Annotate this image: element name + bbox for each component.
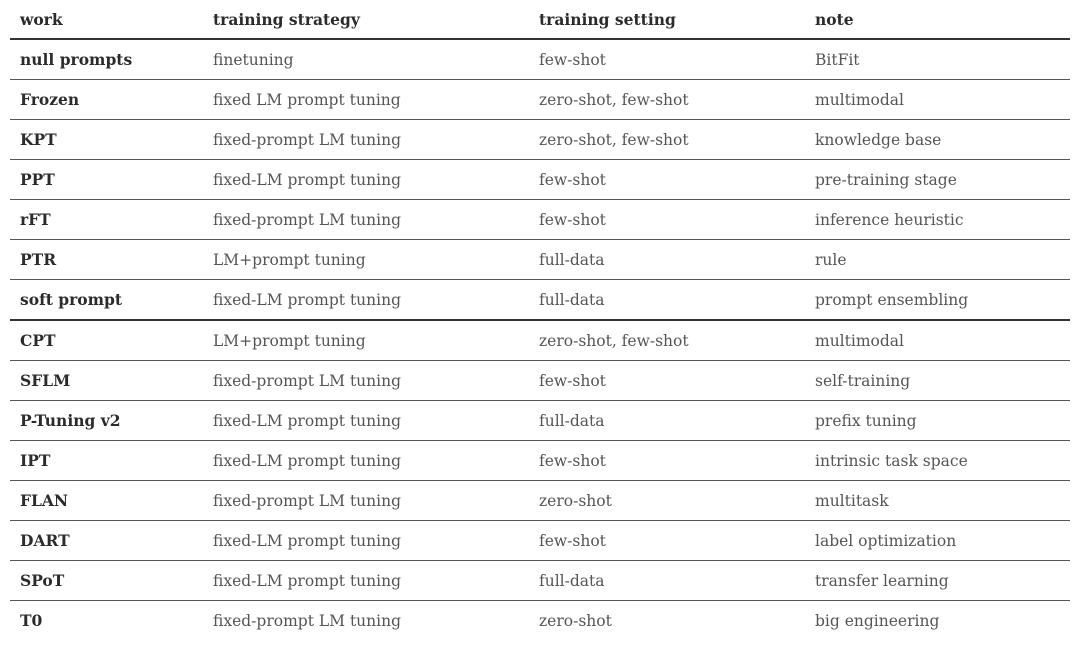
cell-setting: full-data (529, 240, 805, 280)
table-row (10, 120, 1070, 160)
cell-work: soft prompt (10, 280, 203, 321)
cell-note: pre-training stage (805, 160, 1070, 200)
cell-strategy: fixed-LM prompt tuning (203, 441, 529, 481)
cell-work: PPT (10, 160, 203, 200)
header-note: note (805, 0, 1070, 39)
cell-setting: few-shot (529, 160, 805, 200)
header-training-setting: training setting (529, 0, 805, 39)
cell-strategy: fixed-LM prompt tuning (203, 561, 529, 601)
cell-work: DART (10, 521, 203, 561)
cell-strategy: fixed-prompt LM tuning (203, 120, 529, 160)
cell-setting: few-shot (529, 39, 805, 80)
table-row (10, 481, 1070, 521)
cell-setting: zero-shot, few-shot (529, 120, 805, 160)
table-row (10, 320, 1070, 361)
cell-strategy: LM+prompt tuning (203, 240, 529, 280)
cell-work: IPT (10, 441, 203, 481)
cell-strategy: fixed-LM prompt tuning (203, 401, 529, 441)
cell-work: rFT (10, 200, 203, 240)
prompt-methods-table (10, 0, 1070, 640)
cell-work: SPoT (10, 561, 203, 601)
cell-setting: zero-shot, few-shot (529, 320, 805, 361)
cell-note: multimodal (805, 320, 1070, 361)
cell-strategy: fixed-prompt LM tuning (203, 481, 529, 521)
cell-setting: full-data (529, 561, 805, 601)
cell-setting: few-shot (529, 361, 805, 401)
cell-note: knowledge base (805, 120, 1070, 160)
cell-work: null prompts (10, 39, 203, 80)
cell-note: multimodal (805, 80, 1070, 120)
cell-strategy: fixed-LM prompt tuning (203, 280, 529, 321)
cell-note: big engineering (815, 611, 940, 630)
table-row (10, 521, 1070, 561)
table-row (10, 160, 1070, 200)
cell-setting: full-data (529, 401, 805, 441)
table-row (10, 361, 1070, 401)
cell-note: transfer learning (805, 561, 1070, 601)
cell-work: KPT (10, 120, 203, 160)
cell-setting: few-shot (529, 521, 805, 561)
cell-strategy: fixed-LM prompt tuning (203, 160, 529, 200)
cell-setting: zero-shot (529, 481, 805, 521)
table-row (10, 441, 1070, 481)
cell-setting: full-data (529, 280, 805, 321)
table-row (10, 80, 1070, 120)
cell-note: multitask (805, 481, 1070, 521)
table-container (10, 0, 1070, 640)
table-row (10, 280, 1070, 321)
cell-setting: few-shot (529, 200, 805, 240)
cell-strategy: fixed-LM prompt tuning (203, 521, 529, 561)
cell-setting: few-shot (529, 441, 805, 481)
table-row (10, 39, 1070, 80)
cell-note: self-training (805, 361, 1070, 401)
table-header-row (10, 0, 1070, 39)
cell-note: rule (805, 240, 1070, 280)
table-row (10, 401, 1070, 441)
cell-strategy: finetuning (203, 39, 529, 80)
cell-work: SFLM (10, 361, 203, 401)
cell-strategy: fixed-prompt LM tuning (203, 361, 529, 401)
cell-note: prompt ensembling (805, 280, 1070, 321)
cell-note: inference heuristic (805, 200, 1070, 240)
cell-work: T0 (20, 611, 43, 630)
cell-note: prefix tuning (805, 401, 1070, 441)
table-row (10, 200, 1070, 240)
cell-setting: zero-shot (539, 611, 612, 630)
cell-note: label optimization (805, 521, 1070, 561)
cell-work: P-Tuning v2 (10, 401, 203, 441)
table-row (10, 601, 1070, 641)
cell-note: intrinsic task space (805, 441, 1070, 481)
header-training-strategy: training strategy (203, 0, 529, 39)
table-row (10, 240, 1070, 280)
table-row (10, 561, 1070, 601)
header-work: work (10, 0, 203, 39)
cell-work: Frozen (10, 80, 203, 120)
cell-setting: zero-shot, few-shot (529, 80, 805, 120)
cell-work: CPT (10, 320, 203, 361)
cell-strategy: LM+prompt tuning (203, 320, 529, 361)
cell-strategy: fixed-prompt LM tuning (203, 200, 529, 240)
cell-work: PTR (10, 240, 203, 280)
cell-work: FLAN (10, 481, 203, 521)
cell-note: BitFit (805, 39, 1070, 80)
cell-strategy: fixed LM prompt tuning (203, 80, 529, 120)
cell-strategy: fixed-prompt LM tuning (213, 611, 401, 630)
